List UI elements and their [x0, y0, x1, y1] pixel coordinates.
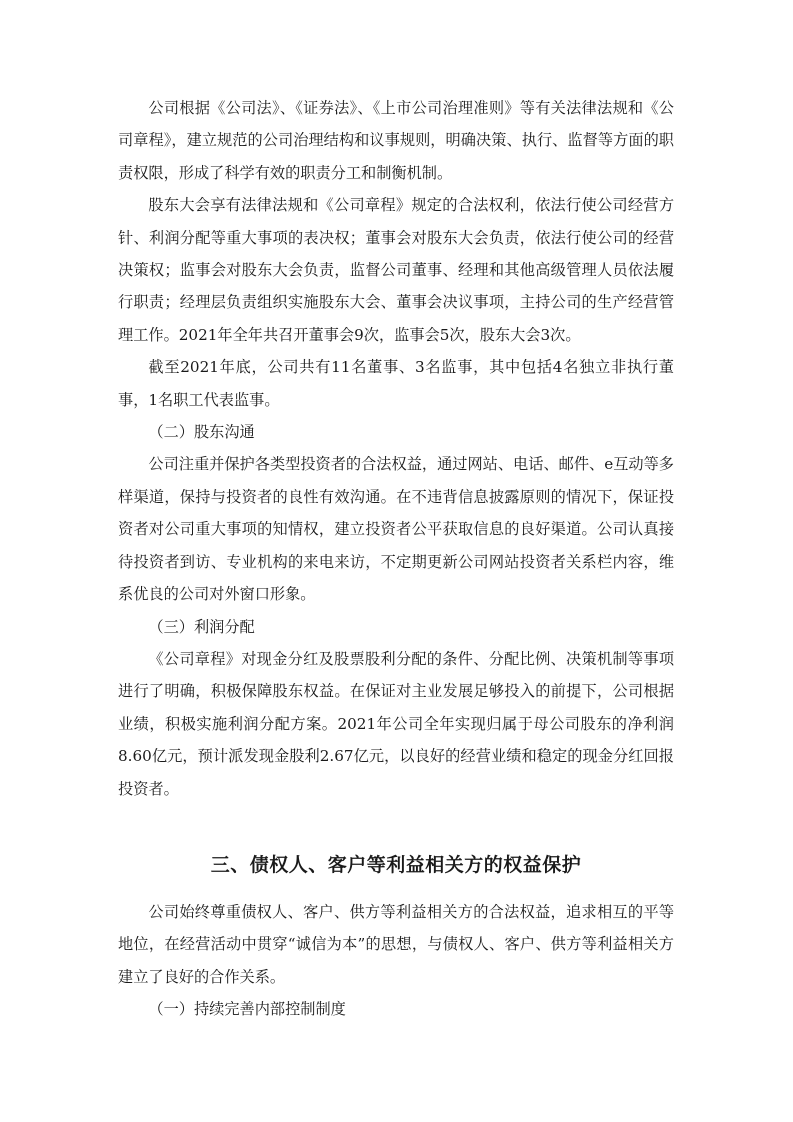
heading-shareholder-communication: （二）股东沟通 — [148, 423, 255, 442]
paragraph-board-composition: 截至2021年底，公司共有11名董事、3名监事，其中包括4名独立非执行董事，1名职工代表监事。 — [118, 358, 674, 409]
heading-profit-distribution: （三）利润分配 — [148, 617, 255, 636]
paragraph-governance-structure: 公司根据《公司法》、《证券法》、《上市公司治理准则》等有关法律法规和《公司章程》，建立规范的公司治理结构和议事规则，明确决策、执行、监督等方面的职责权限，形成了科学有效的职责分工和制衡机制。 — [118, 99, 674, 182]
paragraph-shareholder-rights: 股东大会享有法律法规和《公司章程》规定的合法权利，依法行使公司经营方针、利润分配等重大事项的表决权；董事会对股东大会负责，依法行使公司的经营决策权；监事会对股东大会负责，监督公司董事、经理和其他高级管理人员依法履行职责；经理层负责组织实施股东大会、董事会决议事项，主持公司的生产经营管理工作。2021年全年共召开董事会9次，监事会5次，股东大会3次。 — [118, 196, 674, 344]
section-title: 三、债权人、客户等利益相关方的权益保护 — [210, 853, 582, 876]
paragraph-profit-distribution: 《公司章程》对现金分红及股票股利分配的条件、分配比例、决策机制等事项进行了明确，积极保障股东权益。在保证对主业发展足够投入的前提下，公司根据业绩，积极实施利润分配方案。2021年公司全年实现归属于母公司股东的净利润8.60亿元，预计派发现金股利2.67亿元，以良好的经营业绩和稳定的现金分红回报投资者。 — [118, 649, 674, 798]
paragraph-stakeholders: 公司始终尊重债权人、客户、供方等利益相关方的合法权益，追求相互的平等地位，在经营活动中贯穿“诚信为本”的思想，与债权人、客户、供方等利益相关方建立了良好的合作关系。 — [118, 902, 674, 986]
spacer — [118, 881, 674, 896]
document-page — [118, 92, 674, 1026]
spacer — [118, 805, 674, 849]
heading-internal-control: （一）持续完善内部控制制度 — [148, 1000, 346, 1019]
paragraph-shareholder-communication: 公司注重并保护各类型投资者的合法权益，通过网站、电话、邮件、e互动等多样渠道，保持与投资者的良性有效沟通。在不违背信息披露原则的情况下，保证投资者对公司重大事项的知情权，建立投资者公平获取信息的良好渠道。公司认真接待投资者到访、专业机构的来电来访，不定期更新公司网站投资者关系栏内容，维系优良的公司对外窗口形象。 — [118, 455, 674, 604]
